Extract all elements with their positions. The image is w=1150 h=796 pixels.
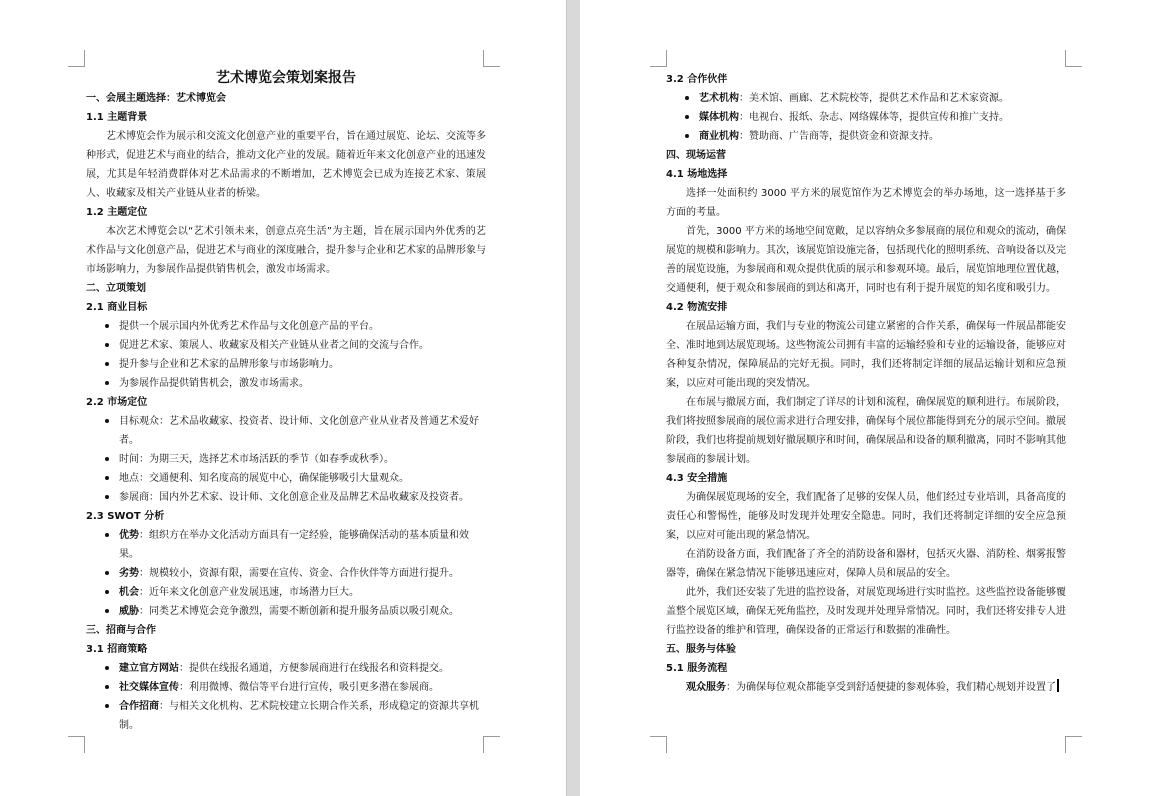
document-page-left: [0, 0, 566, 796]
list-item-text: ：规模较小，资源有限，需要在宣传、资金、合作伙伴等方面进行提升。: [139, 568, 459, 579]
crop-mark: [68, 50, 85, 67]
list-item: [119, 659, 486, 678]
section-heading: 四、现场运营: [666, 150, 726, 161]
page-body[interactable]: [86, 68, 486, 735]
list-item: [119, 678, 486, 697]
text-cursor: [1057, 679, 1059, 692]
list-item: [119, 583, 486, 602]
list-item-key: 威胁: [119, 606, 139, 617]
subsection-heading: 2.1 商业目标: [86, 302, 148, 313]
list-item-text: ：同类艺术博览会竞争激烈，需要不断创新和提升服务品质以吸引观众。: [139, 606, 459, 617]
list-item-key: 艺术机构: [699, 93, 739, 104]
crop-mark: [650, 50, 667, 67]
list-item: [119, 564, 486, 583]
section-heading: 二、立项策划: [86, 283, 146, 294]
crop-mark: [68, 736, 85, 753]
list-item-key: 合作招商: [119, 701, 159, 712]
list-item: 目标观众：艺术品收藏家、投资者、设计师、文化创意产业从业者及普通艺术爱好者。: [119, 412, 486, 450]
list-item: 提供一个展示国内外优秀艺术作品与文化创意产品的平台。: [119, 317, 486, 336]
list-item-text: ：与相关文化机构、艺术院校建立长期合作关系，形成稳定的资源共享机制。: [119, 701, 479, 731]
list-item-text: ：赞助商、广告商等，提供资金和资源支持。: [739, 131, 939, 142]
list-item: 提升参与企业和艺术家的品牌形象与市场影响力。: [119, 355, 486, 374]
list-item: [119, 602, 486, 621]
document-title: 艺术博览会策划案报告: [216, 70, 356, 86]
bullet-list: [86, 412, 486, 507]
subsection-heading: 2.3 SWOT 分析: [86, 511, 165, 522]
list-item-key: 建立官方网站: [119, 663, 179, 674]
section-heading: 三、招商与合作: [86, 625, 156, 636]
crop-mark: [483, 736, 500, 753]
subsection-heading: 5.1 服务流程: [666, 663, 728, 674]
subsection-heading: 4.1 场地选择: [666, 169, 728, 180]
paragraph: 艺术博览会作为展示和交流文化创意产业的重要平台，旨在通过展览、论坛、交流等多种形式，促进艺术与商业的结合，推动文化产业的发展。随着近年来文化创意产业的迅速发展，尤其是年轻消费群体对艺术品需求的不断增加，艺术博览会已成为连接艺术家、策展人、收藏家及相关产业链从业者的桥梁。: [86, 131, 486, 199]
list-item: 地点：交通便利、知名度高的展览中心，确保能够吸引大量观众。: [119, 469, 486, 488]
paragraph-text: ：为确保每位观众都能享受到舒适便捷的参观体验，我们精心规划并设置了: [726, 682, 1056, 693]
bullet-list: [86, 526, 486, 621]
list-item-key: 社交媒体宣传: [119, 682, 179, 693]
paragraph: 在消防设备方面，我们配备了齐全的消防设备和器材，包括灭火器、消防栓、烟雾报警器等，确保在紧急情况下能够迅速应对，保障人员和展品的安全。: [666, 549, 1066, 579]
paragraph: [666, 678, 1066, 697]
subsection-heading: 3.1 招商策略: [86, 644, 148, 655]
list-item: [119, 697, 486, 735]
subsection-heading: 4.2 物流安排: [666, 302, 728, 313]
subsection-heading: 1.1 主题背景: [86, 112, 148, 123]
subsection-heading: 4.3 安全措施: [666, 473, 728, 484]
list-item-key: 劣势: [119, 568, 139, 579]
section-heading: 五、服务与体验: [666, 644, 736, 655]
list-item: 时间：为期三天，选择艺术市场活跃的季节（如春季或秋季）。: [119, 450, 486, 469]
subsection-heading: 2.2 市场定位: [86, 397, 148, 408]
list-item-text: ：美术馆、画廊、艺术院校等，提供艺术作品和艺术家资源。: [739, 93, 1009, 104]
paragraph: 本次艺术博览会以“艺术引领未来，创意点亮生活”为主题，旨在展示国内外优秀的艺术作品与文化创意产品，促进艺术与商业的深度融合，提升参与企业和艺术家的品牌形象与市场影响力，为参展作品提供销售机会，激发市场需求。: [86, 226, 486, 275]
crop-mark: [483, 50, 500, 67]
list-item: [699, 108, 1066, 127]
subsection-heading: 1.2 主题定位: [86, 207, 148, 218]
list-item: [119, 526, 486, 564]
subsection-heading: 3.2 合作伙伴: [666, 74, 728, 85]
list-item: [699, 127, 1066, 146]
list-item-key: 优势: [119, 530, 139, 541]
paragraph: 选择一处面积约 3000 平方米的展览馆作为艺术博览会的举办场地，这一选择基于多方面的考量。: [666, 188, 1066, 218]
paragraph: 首先，3000 平方米的场地空间宽敞，足以容纳众多参展商的展位和观众的流动，确保展览的规模和影响力。其次，该展览馆设施完备，包括现代化的照明系统、音响设备以及完善的展览设施，为参展商和观众提供优质的展示和参观环境。最后，展览馆地理位置优越，交通便利，便于观众和参展商的到达和离开，同时也有利于提升展览的知名度和吸引力。: [666, 226, 1066, 294]
crop-mark: [650, 736, 667, 753]
paragraph-key: 观众服务: [686, 682, 726, 693]
list-item-key: 机会: [119, 587, 139, 598]
list-item-text: ：提供在线报名通道，方便参展商进行在线报名和资料提交。: [179, 663, 449, 674]
list-item: 促进艺术家、策展人、收藏家及相关产业链从业者之间的交流与合作。: [119, 336, 486, 355]
list-item: 参展商：国内外艺术家、设计师、文化创意企业及品牌艺术品收藏家及投资者。: [119, 488, 486, 507]
document-page-right: [580, 0, 1150, 796]
section-heading: 一、会展主题选择：艺术博览会: [86, 93, 226, 104]
list-item-key: 商业机构: [699, 131, 739, 142]
page-body[interactable]: [666, 70, 1066, 697]
list-item-key: 媒体机构: [699, 112, 739, 123]
paragraph: 此外，我们还安装了先进的监控设备，对展览现场进行实时监控。这些监控设备能够覆盖整个展览区域，确保无死角监控，及时发现并处理异常情况。同时，我们还将安排专人进行监控设备的维护和管理，确保设备的正常运行和数据的准确性。: [666, 587, 1066, 636]
list-item: 为参展作品提供销售机会，激发市场需求。: [119, 374, 486, 393]
bullet-list: [86, 659, 486, 735]
list-item-text: ：电视台、报纸、杂志、网络媒体等，提供宣传和推广支持。: [739, 112, 1009, 123]
paragraph: 在展品运输方面，我们与专业的物流公司建立紧密的合作关系，确保每一件展品都能安全、准时地到达展览现场。这些物流公司拥有丰富的运输经验和专业的运输设备，能够应对各种复杂情况，保障展品的完好无损。同时，我们还将制定详细的展品运输计划和应急预案，以应对可能出现的突发情况。: [666, 321, 1066, 389]
crop-mark: [1065, 736, 1082, 753]
bullet-list: [666, 89, 1066, 146]
crop-mark: [1065, 50, 1082, 67]
list-item-text: ：利用微博、微信等平台进行宣传，吸引更多潜在参展商。: [179, 682, 439, 693]
list-item: [699, 89, 1066, 108]
list-item-text: ：组织方在举办文化活动方面具有一定经验，能够确保活动的基本质量和效果。: [119, 530, 469, 560]
paragraph: 在布展与撤展方面，我们制定了详尽的计划和流程，确保展览的顺利进行。布展阶段，我们将按照参展商的展位需求进行合理安排，确保每个展位都能得到充分的展示空间。撤展阶段，我们也将提前规划好撤展顺序和时间，确保展品和设备的顺利撤离，同时不影响其他参展商的参展计划。: [666, 397, 1066, 465]
list-item-text: ：近年来文化创意产业发展迅速，市场潜力巨大。: [139, 587, 359, 598]
bullet-list: [86, 317, 486, 393]
paragraph: 为确保展览现场的安全，我们配备了足够的安保人员，他们经过专业培训，具备高度的责任心和警惕性，能够及时发现并处理安全隐患。同时，我们还将制定详细的安全应急预案，以应对可能出现的紧急情况。: [666, 492, 1066, 541]
